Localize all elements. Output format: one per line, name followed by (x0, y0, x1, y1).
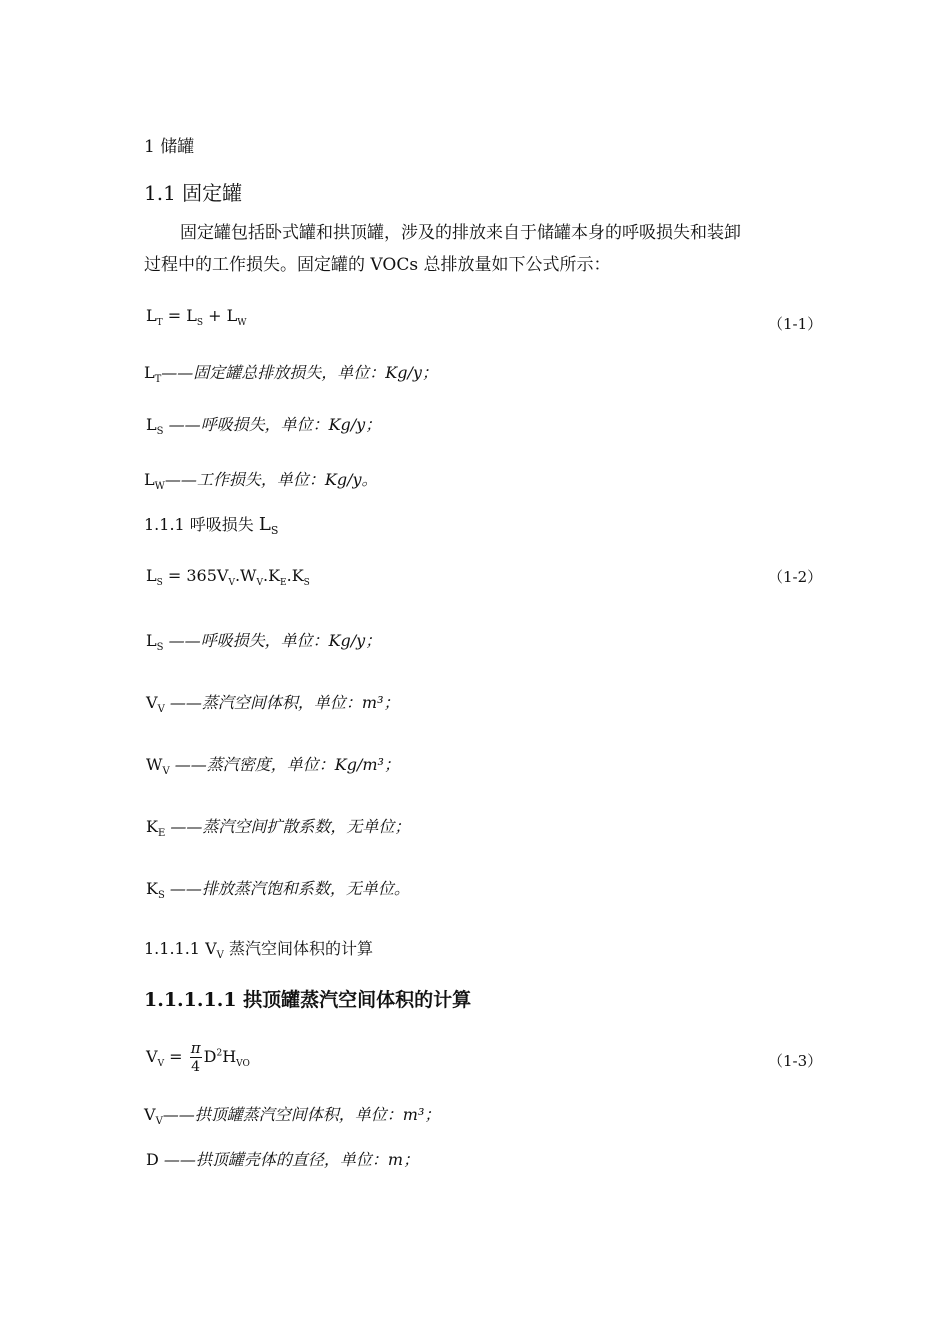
definition-vv-2-text: ——拱顶罐蒸汽空间体积，单位：m³； (162, 1105, 441, 1124)
heading-1-1: 1.1 固定罐 (144, 181, 243, 205)
definition-ks: $K_S$ ——排放蒸汽饱和系数，无单位。 (146, 879, 410, 902)
definition-ls-2: $L_S$ ——呼吸损失，单位：Kg/y； (146, 631, 382, 654)
equation-number-1-1: （1-1） (768, 315, 823, 333)
equation-number-1-2: （1-2） (768, 568, 823, 586)
definition-lt: $L_T——$固定罐总排放损失，单位：Kg/y； (144, 363, 438, 386)
heading-1-1-1-1-1: 1.1.1.1.1 拱顶罐蒸汽空间体积的计算 (144, 989, 472, 1011)
definition-ke: $K_E$ ——蒸汽空间扩散系数，无单位； (146, 817, 411, 840)
heading-1: 1 储罐 (144, 137, 195, 157)
definition-vv-text: ——蒸汽空间体积，单位：m³； (169, 693, 400, 712)
heading-1-1-1-1-text: 1.1.1.1 V (144, 939, 217, 958)
definition-wv-text: ——蒸汽密度，单位：Kg/m³； (174, 755, 400, 774)
definition-vv: $V_V$ ——蒸汽空间体积，单位：m³； (146, 693, 400, 716)
definition-ke-text: ——蒸汽空间扩散系数，无单位； (170, 817, 411, 836)
definition-lw-text: ——工作损失，单位：Kg/y。 (164, 470, 378, 489)
equation-1-2: $L_S = 365V_V.W_V.K_E.K_S$ (146, 566, 310, 589)
heading-1-1-1-1-rest: 蒸汽空间体积的计算 (223, 939, 373, 958)
definition-ls: $L_S$ ——呼吸损失，单位：Kg/y； (146, 415, 382, 438)
definition-d-text: ——拱顶罐壳体的直径，单位：m； (163, 1150, 420, 1169)
definition-d: D ——拱顶罐壳体的直径，单位：m； (146, 1150, 420, 1169)
heading-1-1-1-1-sub: V (216, 950, 224, 962)
fraction-denominator: 4 (191, 1059, 201, 1075)
heading-1-1-1-1 (144, 936, 373, 961)
definition-ks-text: ——排放蒸汽饱和系数，无单位。 (169, 879, 410, 898)
equation-1-1: $L_T = L_S + L_W$ (146, 306, 247, 329)
definition-wv: $W_V$ ——蒸汽密度，单位：Kg/m³； (146, 755, 400, 778)
heading-1-1-1 (144, 512, 278, 537)
intro-line-2: 过程中的工作损失。固定罐的 VOCs 总排放量如下公式所示： (144, 255, 611, 275)
heading-1-1-1-symbol: L (258, 514, 271, 535)
definition-ls-text: ——呼吸损失，单位：Kg/y； (168, 415, 382, 434)
intro-line-1: 固定罐包括卧式罐和拱顶罐，涉及的排放来自于储罐本身的呼吸损失和装卸 (180, 223, 741, 243)
heading-1-1-1-symbol-sub: S (270, 524, 279, 538)
pi-symbol: π (190, 1039, 201, 1057)
heading-1-1-1-text: 1.1.1 呼吸损失 (144, 515, 259, 534)
equation-number-1-3: （1-3） (768, 1052, 823, 1070)
equation-1-3-fraction (190, 1040, 202, 1075)
definition-ls-2-text: ——呼吸损失，单位：Kg/y； (168, 631, 382, 650)
definition-lt-text: ——固定罐总排放损失，单位：Kg/y； (161, 363, 438, 382)
equation-1-3: $V_V$ = $\frac{\pi}{4}$ $D^2H_{VO}$ (146, 1039, 250, 1075)
definition-lw: $L_W——$工作损失，单位：Kg/y。 (144, 470, 378, 493)
definition-vv-2: $V_V——$拱顶罐蒸汽空间体积，单位：m³； (144, 1105, 441, 1128)
